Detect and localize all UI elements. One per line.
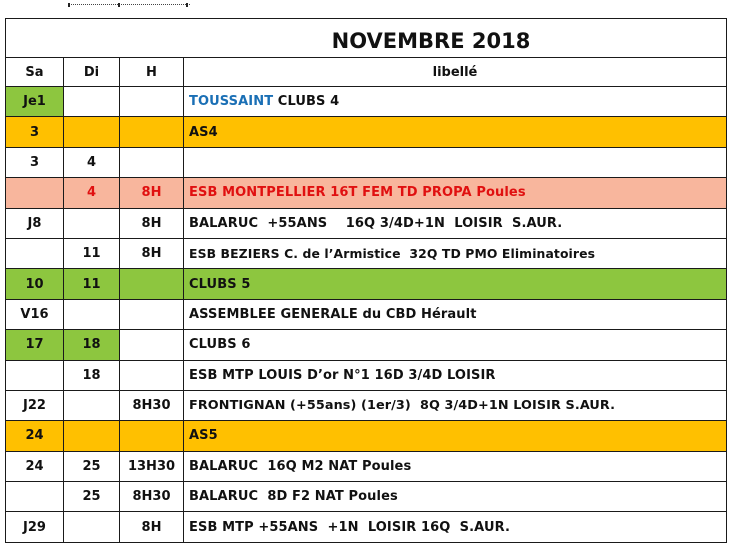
header-di: Di bbox=[64, 58, 120, 87]
cell-h: 8H30 bbox=[120, 390, 184, 420]
cell-h bbox=[120, 87, 184, 117]
cell-sa: 24 bbox=[6, 421, 64, 451]
cell-h bbox=[120, 147, 184, 177]
cell-libelle: BALARUC 8D F2 NAT Poules bbox=[184, 482, 727, 512]
calendar-table bbox=[5, 18, 727, 543]
cell-libelle: CLUBS 6 bbox=[184, 330, 727, 360]
cell-sa: 17 bbox=[6, 330, 64, 360]
rule-tick bbox=[186, 3, 188, 7]
table-row bbox=[6, 269, 727, 299]
table-row bbox=[6, 238, 727, 268]
cell-di: 4 bbox=[64, 178, 120, 208]
table-row bbox=[6, 451, 727, 481]
cell-libelle bbox=[184, 147, 727, 177]
cell-h: 8H bbox=[120, 178, 184, 208]
cell-libelle: AS4 bbox=[184, 117, 727, 147]
cell-di bbox=[64, 512, 120, 542]
cell-di: 18 bbox=[64, 360, 120, 390]
cell-libelle bbox=[184, 87, 727, 117]
table-row bbox=[6, 178, 727, 208]
cell-libelle: BALARUC 16Q M2 NAT Poules bbox=[184, 451, 727, 481]
cell-di bbox=[64, 208, 120, 238]
cell-di bbox=[64, 299, 120, 329]
rule-tick bbox=[118, 3, 120, 7]
table-row bbox=[6, 208, 727, 238]
cell-sa: 10 bbox=[6, 269, 64, 299]
cell-di: 25 bbox=[64, 482, 120, 512]
cell-h bbox=[120, 421, 184, 451]
title-cell bbox=[6, 19, 727, 58]
cell-sa: Je1 bbox=[6, 87, 64, 117]
cell-libelle: ESB MTP +55ANS +1N LOISIR 16Q S.AUR. bbox=[184, 512, 727, 542]
cell-libelle: ESB BEZIERS C. de l’Armistice 32Q TD PMO Eliminatoires bbox=[184, 238, 727, 268]
cell-sa: J8 bbox=[6, 208, 64, 238]
cell-h bbox=[120, 269, 184, 299]
table-row bbox=[6, 299, 727, 329]
table-row bbox=[6, 421, 727, 451]
cell-sa: 3 bbox=[6, 147, 64, 177]
header-row bbox=[6, 58, 727, 87]
cell-libelle: ESB MTP LOUIS D’or N°1 16D 3/4D LOISIR bbox=[184, 360, 727, 390]
cell-sa: J29 bbox=[6, 512, 64, 542]
header-sa: Sa bbox=[6, 58, 64, 87]
cell-h: 8H bbox=[120, 238, 184, 268]
cell-h: 8H bbox=[120, 512, 184, 542]
cell-di bbox=[64, 87, 120, 117]
title-row bbox=[6, 19, 727, 58]
cell-sa bbox=[6, 178, 64, 208]
cell-sa: V16 bbox=[6, 299, 64, 329]
cell-libelle: CLUBS 5 bbox=[184, 269, 727, 299]
cell-di: 25 bbox=[64, 451, 120, 481]
cell-sa: 24 bbox=[6, 451, 64, 481]
top-dotted-rule bbox=[68, 4, 190, 7]
cell-h bbox=[120, 360, 184, 390]
table-row bbox=[6, 390, 727, 420]
cell-di bbox=[64, 390, 120, 420]
cell-di bbox=[64, 421, 120, 451]
cell-libelle: ASSEMBLEE GENERALE du CBD Hérault bbox=[184, 299, 727, 329]
rule-tick bbox=[68, 3, 70, 7]
cell-sa: 3 bbox=[6, 117, 64, 147]
libelle-part-toussaint: TOUSSAINT bbox=[189, 94, 274, 110]
cell-h bbox=[120, 117, 184, 147]
table-row bbox=[6, 87, 727, 117]
cell-libelle: ESB MONTPELLIER 16T FEM TD PROPA Poules bbox=[184, 178, 727, 208]
cell-sa bbox=[6, 482, 64, 512]
cell-h: 8H30 bbox=[120, 482, 184, 512]
cell-h bbox=[120, 299, 184, 329]
cell-libelle: AS5 bbox=[184, 421, 727, 451]
table-row bbox=[6, 117, 727, 147]
header-libelle: libellé bbox=[184, 58, 727, 87]
cell-sa bbox=[6, 360, 64, 390]
cell-h bbox=[120, 330, 184, 360]
cell-libelle: BALARUC +55ANS 16Q 3/4D+1N LOISIR S.AUR. bbox=[184, 208, 727, 238]
cell-sa: J22 bbox=[6, 390, 64, 420]
cell-di: 11 bbox=[64, 238, 120, 268]
cell-di: 11 bbox=[64, 269, 120, 299]
cell-di: 4 bbox=[64, 147, 120, 177]
cell-h: 8H bbox=[120, 208, 184, 238]
cell-di: 18 bbox=[64, 330, 120, 360]
page-title: NOVEMBRE 2018 bbox=[331, 29, 531, 53]
table-row bbox=[6, 330, 727, 360]
libelle-part-clubs: CLUBS 4 bbox=[273, 94, 340, 110]
table-row bbox=[6, 147, 727, 177]
cell-di bbox=[64, 117, 120, 147]
cell-h: 13H30 bbox=[120, 451, 184, 481]
table-row bbox=[6, 512, 727, 542]
table-row bbox=[6, 482, 727, 512]
table-row bbox=[6, 360, 727, 390]
header-h: H bbox=[120, 58, 184, 87]
cell-sa bbox=[6, 238, 64, 268]
cell-libelle: FRONTIGNAN (+55ans) (1er/3) 8Q 3/4D+1N LOISIR S.AUR. bbox=[184, 390, 727, 420]
